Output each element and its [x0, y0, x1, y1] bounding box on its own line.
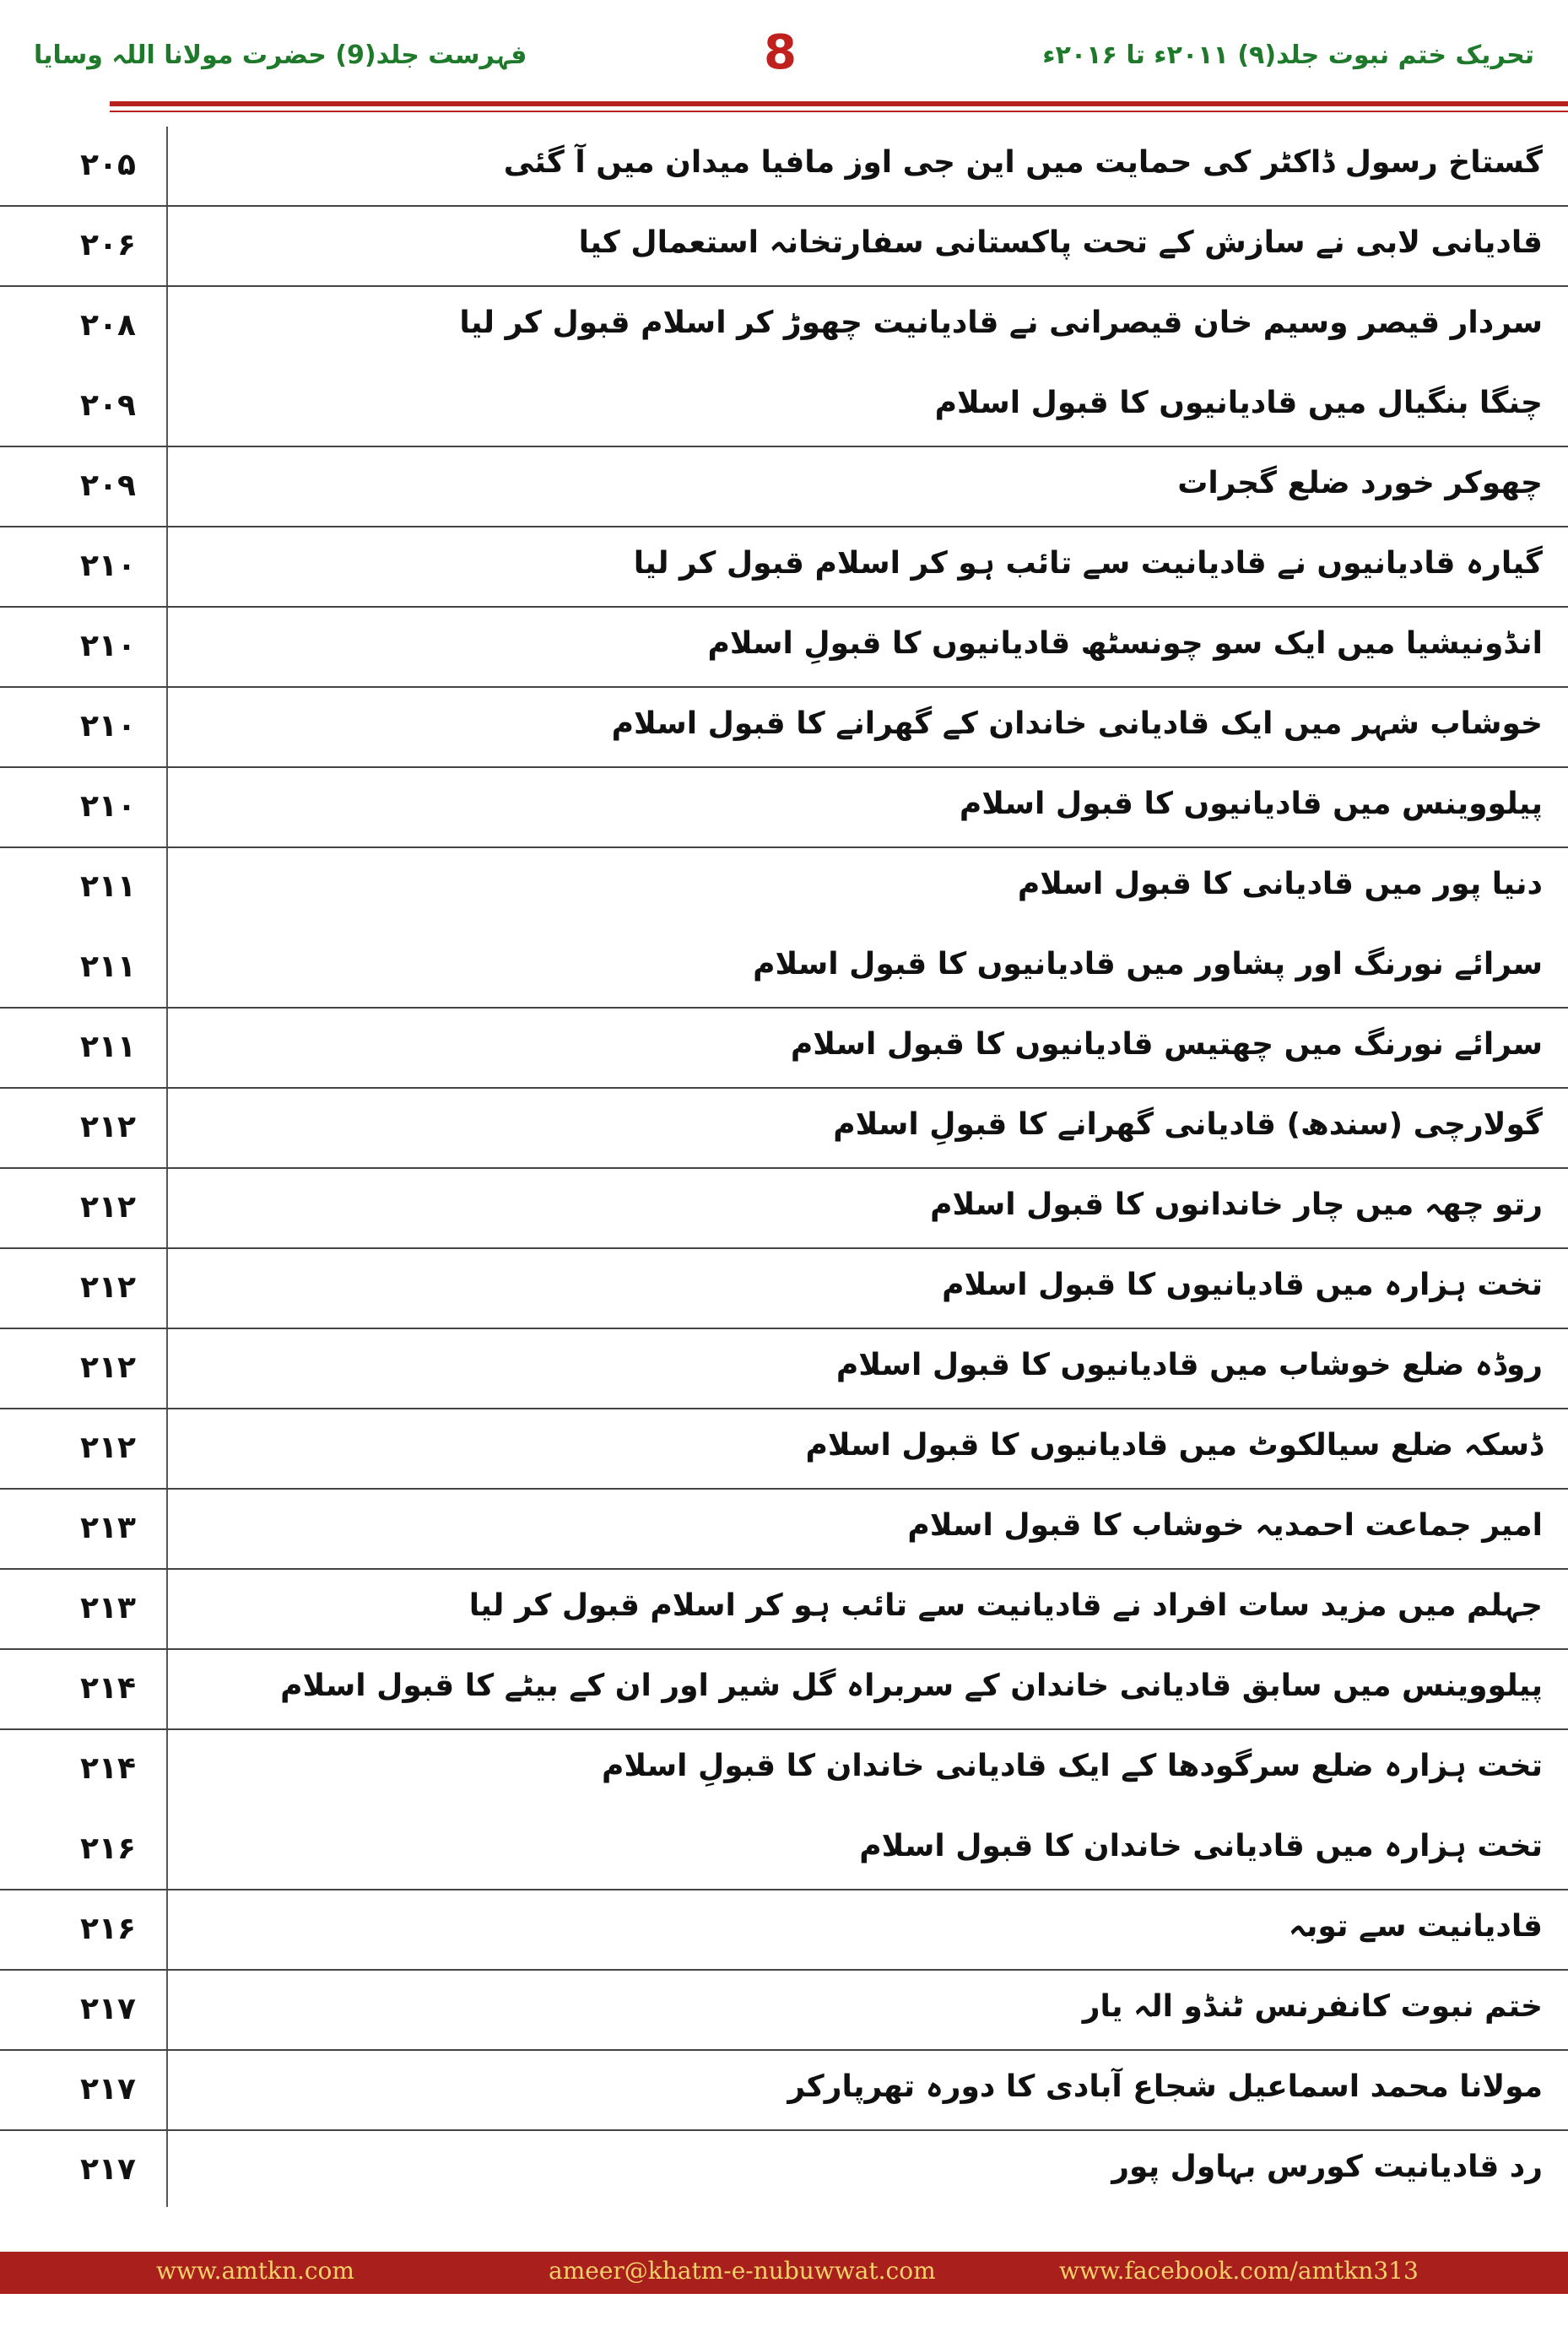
- toc-table: [0, 127, 1568, 2207]
- toc-page-number: ۲۱۷: [80, 2152, 136, 2187]
- toc-title: ختم نبوت کانفرنس ٹنڈو الہ یار: [1082, 1989, 1543, 2024]
- toc-row: [0, 1810, 1568, 1890]
- toc-page-number: ۲۱۱: [80, 949, 136, 984]
- toc-row: [0, 1890, 1568, 1971]
- toc-row: [0, 2051, 1568, 2131]
- toc-row: [0, 688, 1568, 768]
- toc-row: [0, 127, 1568, 207]
- facebook-link[interactable]: www.facebook.com/amtkn313: [1059, 2257, 1419, 2285]
- toc-page-number: ۲۰۶: [80, 228, 136, 262]
- page-header: [0, 0, 1568, 110]
- toc-page-number: ۲۰۹: [80, 468, 136, 503]
- toc-row: [0, 1409, 1568, 1490]
- toc-page-number: ۲۱۷: [80, 1992, 136, 2026]
- toc-title: سردار قیصر وسیم خان قیصرانی نے قادیانیت چھوڑ کر اسلام قبول کر لیا: [459, 306, 1543, 340]
- toc-title: سرائے نورنگ اور پشاور میں قادیانیوں کا قبول اسلام: [753, 947, 1543, 982]
- toc-title: چھوکر خورد ضلع گجرات: [1177, 466, 1543, 500]
- toc-page-number: ۲۱۲: [80, 1431, 136, 1465]
- toc-title: رتو چھہ میں چار خاندانوں کا قبول اسلام: [930, 1187, 1543, 1222]
- toc-title: گیارہ قادیانیوں نے قادیانیت سے تائب ہو کر اسلام قبول کر لیا: [633, 546, 1543, 581]
- toc-title: پیلووینس میں قادیانیوں کا قبول اسلام: [959, 787, 1543, 821]
- toc-page-number: ۲۱۲: [80, 1350, 136, 1385]
- toc-row: [0, 1570, 1568, 1650]
- toc-title: سرائے نورنگ میں چھتیس قادیانیوں کا قبول اسلام: [790, 1027, 1543, 1062]
- volume-author-label: فہرست جلد(9) حضرت مولانا اللہ وسایا: [34, 41, 527, 70]
- toc-page-number: ۲۱۶: [80, 1912, 136, 1946]
- toc-page-number: ۲۱۷: [80, 2072, 136, 2107]
- book-title: تحریک ختم نبوت جلد(۹) ۲۰۱۱ء تا ۲۰۱۶ء: [1042, 41, 1534, 70]
- toc-page-number: ۲۰۹: [80, 388, 136, 423]
- toc-title: تخت ہزارہ میں قادیانیوں کا قبول اسلام: [942, 1268, 1543, 1302]
- toc-row: [0, 1971, 1568, 2051]
- toc-row: [0, 1329, 1568, 1409]
- toc-title: مولانا محمد اسماعیل شجاع آبادی کا دورہ تھرپارکر: [787, 2069, 1543, 2104]
- header-rule: [110, 101, 1568, 106]
- toc-row: [0, 1249, 1568, 1329]
- toc-page-number: ۲۱۰: [80, 629, 136, 663]
- toc-title: گستاخ رسول ڈاکٹر کی حمایت میں این جی اوز مافیا میدان میں آ گئی: [503, 145, 1543, 180]
- toc-row: [0, 1650, 1568, 1730]
- toc-title: چنگا بنگیال میں قادیانیوں کا قبول اسلام: [934, 386, 1543, 420]
- toc-row: [0, 287, 1568, 367]
- toc-page-number: ۲۱۶: [80, 1831, 136, 1866]
- toc-row: [0, 1009, 1568, 1089]
- toc-title: جہلم میں مزید سات افراد نے قادیانیت سے تائب ہو کر اسلام قبول کر لیا: [468, 1588, 1543, 1623]
- toc-title: دنیا پور میں قادیانی کا قبول اسلام: [1017, 867, 1543, 901]
- toc-title: خوشاب شہر میں ایک قادیانی خاندان کے گھرانے کا قبول اسلام: [611, 706, 1543, 741]
- toc-row: [0, 608, 1568, 688]
- toc-title: رد قادیانیت کورس بہاول پور: [1111, 2150, 1543, 2184]
- header-rule-thin: [110, 111, 1568, 112]
- toc-row: [0, 2131, 1568, 2211]
- website-link[interactable]: www.amtkn.com: [156, 2257, 354, 2285]
- toc-title: امیر جماعت احمدیہ خوشاب کا قبول اسلام: [907, 1508, 1543, 1543]
- toc-row: [0, 447, 1568, 527]
- toc-row: [0, 527, 1568, 608]
- toc-page-number: ۲۱۰: [80, 549, 136, 583]
- toc-page-number: ۲۰۸: [80, 308, 136, 343]
- toc-title: قادیانیت سے توبہ: [1288, 1909, 1543, 1944]
- toc-page-number: ۲۱۴: [80, 1751, 136, 1786]
- toc-title: ڈسکہ ضلع سیالکوٹ میں قادیانیوں کا قبول اسلام: [805, 1428, 1543, 1463]
- toc-page-number: ۲۱۲: [80, 1190, 136, 1225]
- toc-page-number: ۲۱۳: [80, 1511, 136, 1545]
- toc-row: [0, 1089, 1568, 1169]
- toc-title: روڈہ ضلع خوشاب میں قادیانیوں کا قبول اسلام: [835, 1348, 1543, 1382]
- toc-row: [0, 1490, 1568, 1570]
- toc-title: تخت ہزارہ ضلع سرگودھا کے ایک قادیانی خاندان کا قبولِ اسلام: [602, 1749, 1543, 1783]
- toc-row: [0, 928, 1568, 1009]
- toc-row: [0, 848, 1568, 928]
- page-footer: [0, 2252, 1568, 2294]
- toc-title: قادیانی لابی نے سازش کے تحت پاکستانی سفارتخانہ استعمال کیا: [578, 225, 1543, 260]
- toc-row: [0, 1730, 1568, 1810]
- email-link[interactable]: ameer@khatm-e-nubuwwat.com: [549, 2257, 936, 2285]
- page-number: 8: [764, 25, 797, 80]
- toc-title: انڈونیشیا میں ایک سو چونسٹھ قادیانیوں کا قبولِ اسلام: [707, 626, 1543, 661]
- toc-page-number: ۲۱۰: [80, 789, 136, 824]
- toc-title: تخت ہزارہ میں قادیانی خاندان کا قبول اسلام: [859, 1829, 1543, 1863]
- toc-row: [0, 207, 1568, 287]
- toc-page-number: ۲۱۱: [80, 1030, 136, 1064]
- toc-row: [0, 768, 1568, 848]
- toc-row: [0, 1169, 1568, 1249]
- toc-title: پیلووینس میں سابق قادیانی خاندان کے سربراہ گل شیر اور ان کے بیٹے کا قبول اسلام: [280, 1669, 1543, 1703]
- toc-title: گولارچی (سندھ) قادیانی گھرانے کا قبولِ اسلام: [833, 1107, 1543, 1142]
- toc-row: [0, 367, 1568, 447]
- toc-page-number: ۲۰۵: [80, 148, 136, 182]
- toc-page-number: ۲۱۲: [80, 1110, 136, 1144]
- toc-page-number: ۲۱۲: [80, 1270, 136, 1305]
- toc-page-number: ۲۱۴: [80, 1671, 136, 1706]
- toc-page-number: ۲۱۳: [80, 1591, 136, 1625]
- toc-page-number: ۲۱۰: [80, 709, 136, 744]
- toc-page-number: ۲۱۱: [80, 869, 136, 904]
